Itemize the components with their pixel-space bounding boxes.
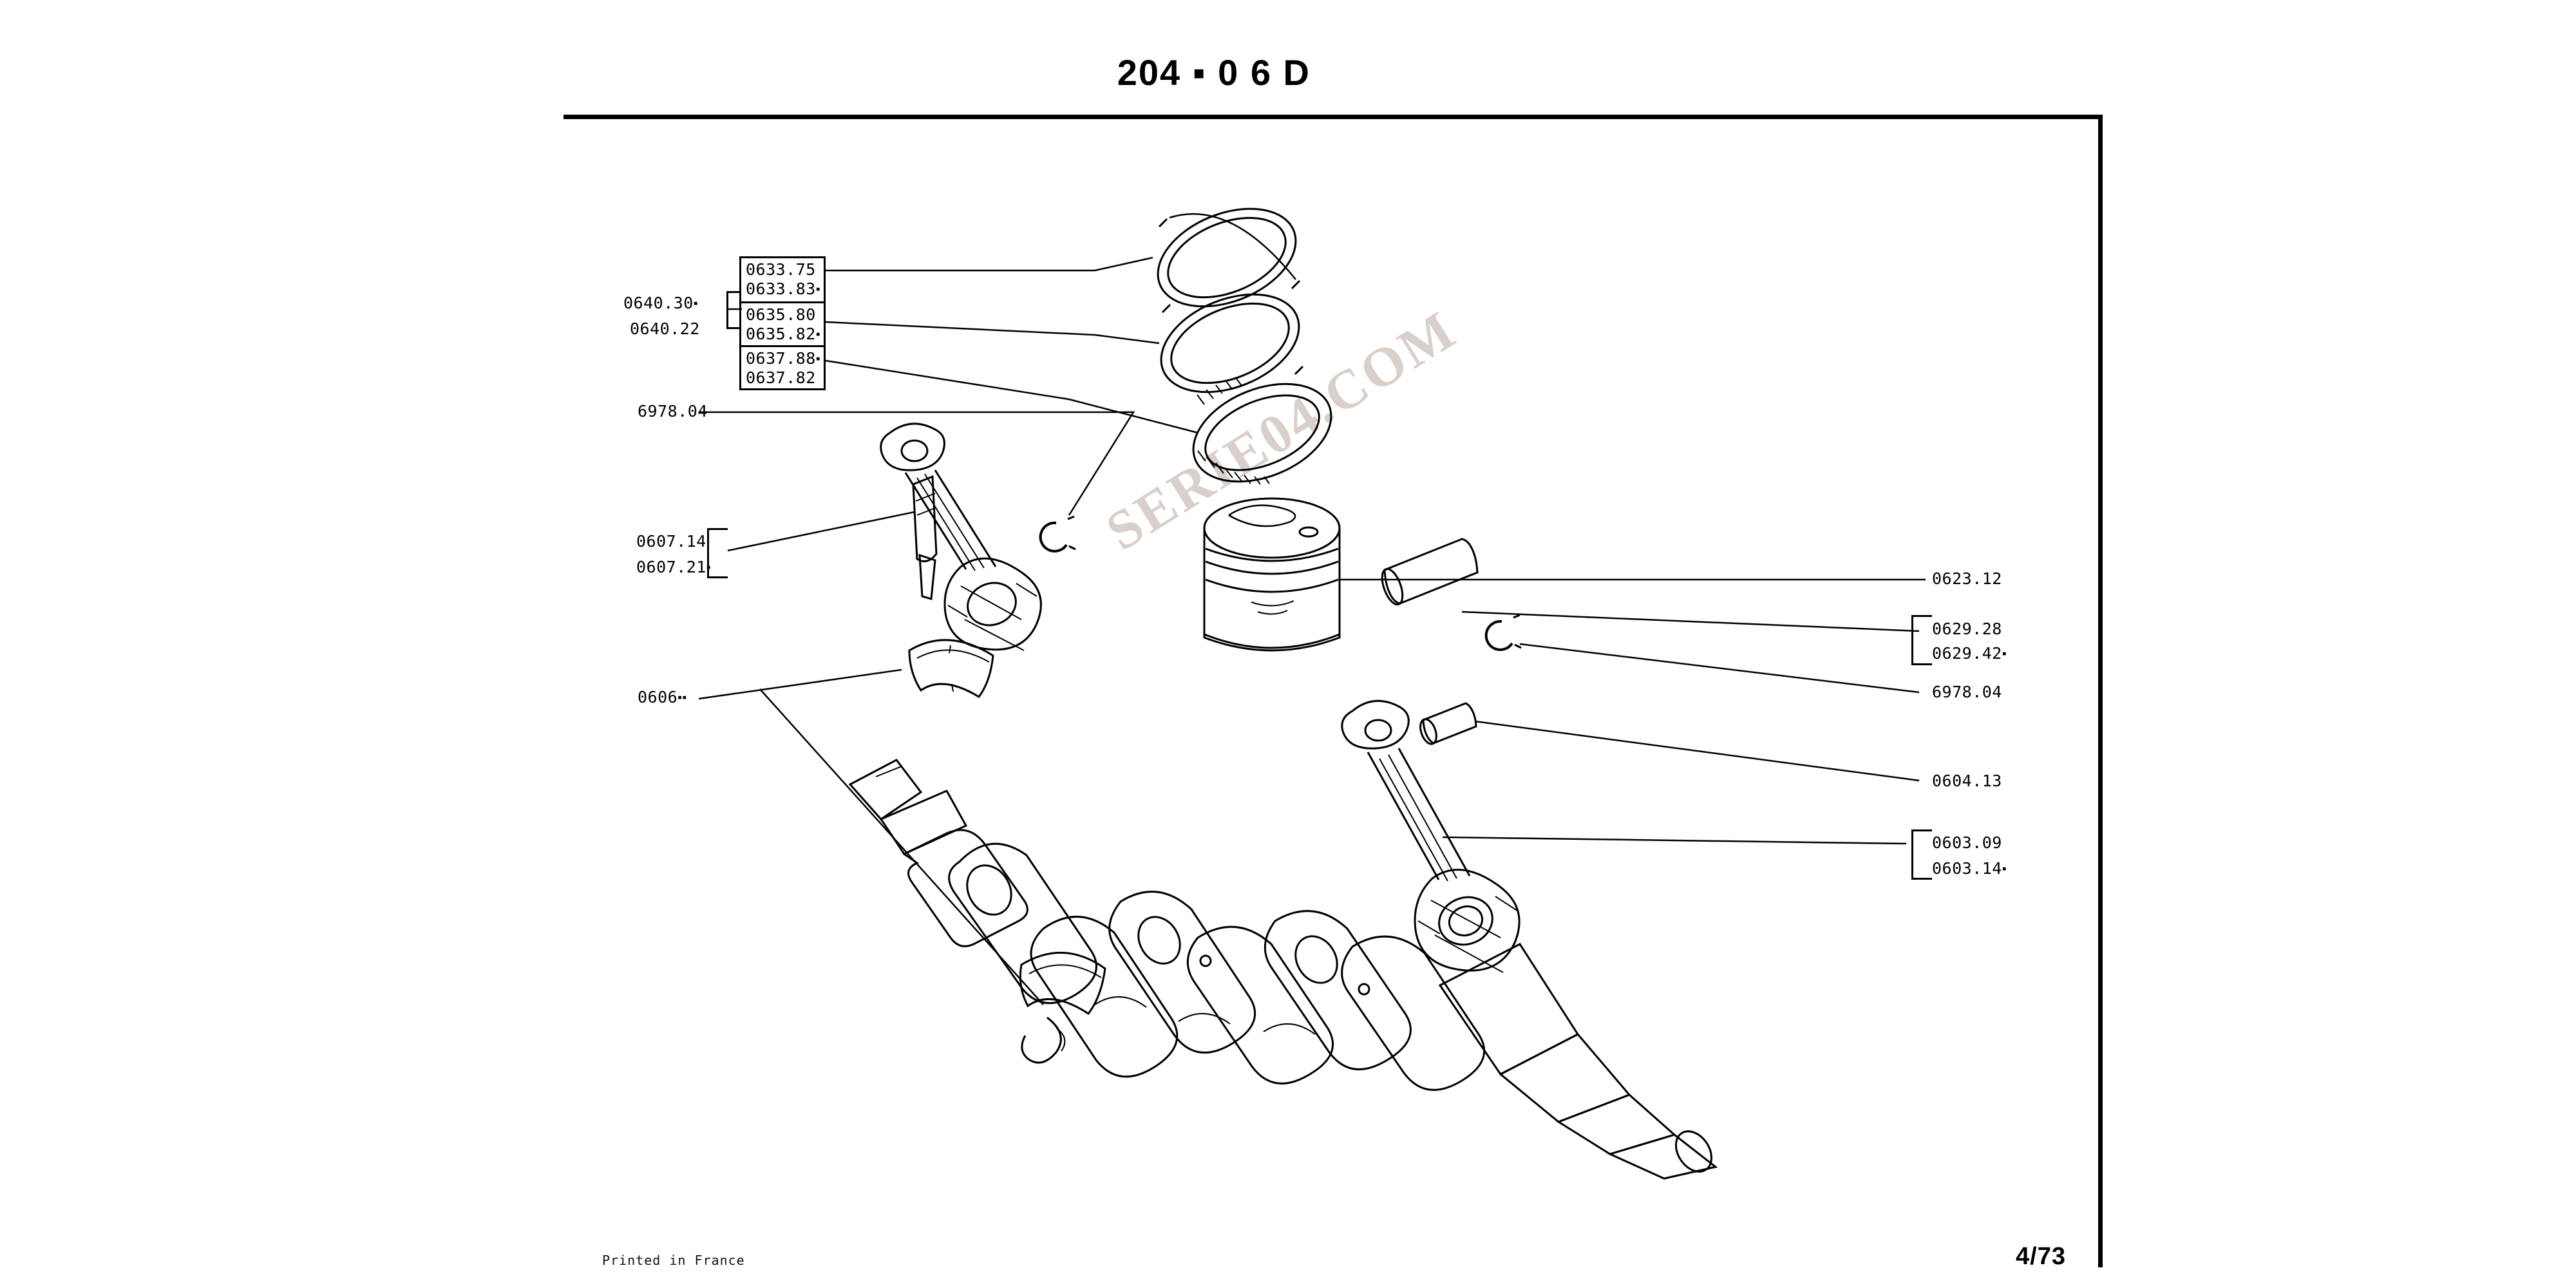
callout-0633-75[interactable] (746, 260, 816, 279)
callout-0633-83-text: 0633.83 (746, 279, 816, 298)
piston-circlip-left (1041, 516, 1075, 551)
callout-0623-12-text: 0623.12 (1932, 569, 2002, 588)
callout-0633-75-text: 0633.75 (746, 260, 816, 279)
callout-0637-88[interactable] (746, 349, 820, 368)
dot-marker-icon: ▪ (677, 691, 683, 705)
callout-6978-04-left-text: 6978.04 (638, 402, 708, 421)
pin-set-label-box (1911, 615, 1932, 665)
dot-marker-icon: ▪ (706, 561, 712, 574)
callout-0635-82-text: 0635.82 (746, 325, 816, 343)
piston (1204, 498, 1340, 650)
dot-marker-icon: ▪ (2002, 647, 2007, 661)
callout-0603-14[interactable] (1932, 859, 2007, 878)
callout-0633-83[interactable] (746, 279, 820, 298)
rod-set-label-box (1911, 829, 1932, 880)
callout-0629-42-text: 0629.42 (1932, 644, 2002, 663)
page-title: 204 ▪ 0 6 D (1117, 52, 1311, 93)
piston-pin (1378, 539, 1477, 607)
ring-set-box-divider-2 (739, 345, 826, 347)
callout-0637-88-text: 0637.88 (746, 349, 816, 368)
callout-0629-42[interactable] (1932, 644, 2007, 663)
callout-0635-80-text: 0635.80 (746, 305, 816, 324)
connecting-rod-upper (881, 424, 1041, 650)
piston-ring-middle (1147, 276, 1314, 411)
dot-marker-icon: ▪ (815, 352, 821, 366)
callout-0635-82[interactable] (746, 325, 820, 343)
callout-6978-04-right[interactable] (1932, 683, 2002, 701)
ring-group-bracket-top (726, 291, 741, 293)
callout-0629-28-text: 0629.28 (1932, 620, 2002, 638)
piston-ring-oil (1179, 365, 1346, 500)
callout-0640-30[interactable] (623, 294, 698, 312)
header-divider (564, 115, 2103, 119)
bearing-shell-upper (909, 640, 993, 697)
callout-0603-09-text: 0603.09 (1932, 833, 2002, 852)
callout-0604-13[interactable] (1932, 772, 2002, 790)
dot-marker-icon-2: ▪ (682, 691, 687, 705)
ring-group-bracket-bottom (726, 327, 741, 329)
dot-marker-icon: ▪ (2002, 862, 2007, 876)
callout-0640-22[interactable] (630, 319, 700, 338)
callout-0604-13-text: 0604.13 (1932, 772, 2002, 790)
callout-0603-14-text: 0603.14 (1932, 859, 2002, 878)
leader-lines (699, 258, 1926, 1005)
callout-0637-82[interactable] (746, 368, 816, 387)
rod-bolt (913, 477, 936, 599)
crankshaft (850, 760, 1719, 1179)
bearing-shell-lower (1020, 952, 1105, 1063)
callout-0607-14-text: 0607.14 (636, 532, 706, 551)
ring-set-box-divider-1 (739, 301, 826, 303)
callout-0637-82-text: 0637.82 (746, 368, 816, 387)
dot-marker-icon: ▪ (693, 297, 699, 310)
right-border-rule (2098, 115, 2103, 1267)
piston-ring-top (1144, 190, 1311, 325)
connecting-rod-bush (1417, 703, 1476, 746)
callout-0607-21[interactable] (636, 558, 711, 576)
connecting-rod-lower (1342, 701, 1519, 972)
dot-marker-icon: ▪ (815, 283, 821, 296)
callout-6978-04-left[interactable] (638, 402, 708, 421)
callout-0603-09[interactable] (1932, 833, 2002, 852)
piston-circlip-right (1486, 615, 1521, 650)
callout-0635-80[interactable] (746, 305, 816, 324)
callout-0606[interactable] (638, 688, 687, 706)
watermark-text: SERIE04.COM (1095, 298, 1467, 563)
callout-0607-21-text: 0607.21 (636, 558, 706, 576)
callout-0629-28[interactable] (1932, 620, 2002, 638)
page-number: 4/73 (2016, 1243, 2066, 1270)
ring-group-bracket (726, 291, 728, 328)
callout-0640-22-text: 0640.22 (630, 319, 700, 338)
callout-0623-12[interactable] (1932, 569, 2002, 588)
callout-6978-04-right-text: 6978.04 (1932, 683, 2002, 701)
printed-in-france-note: Printed in France (602, 1253, 745, 1268)
callout-0640-30-text: 0640.30 (623, 294, 694, 312)
dot-marker-icon: ▪ (815, 328, 821, 341)
callout-0606-text: 0606 (638, 688, 678, 706)
callout-0607-14[interactable] (636, 532, 706, 551)
